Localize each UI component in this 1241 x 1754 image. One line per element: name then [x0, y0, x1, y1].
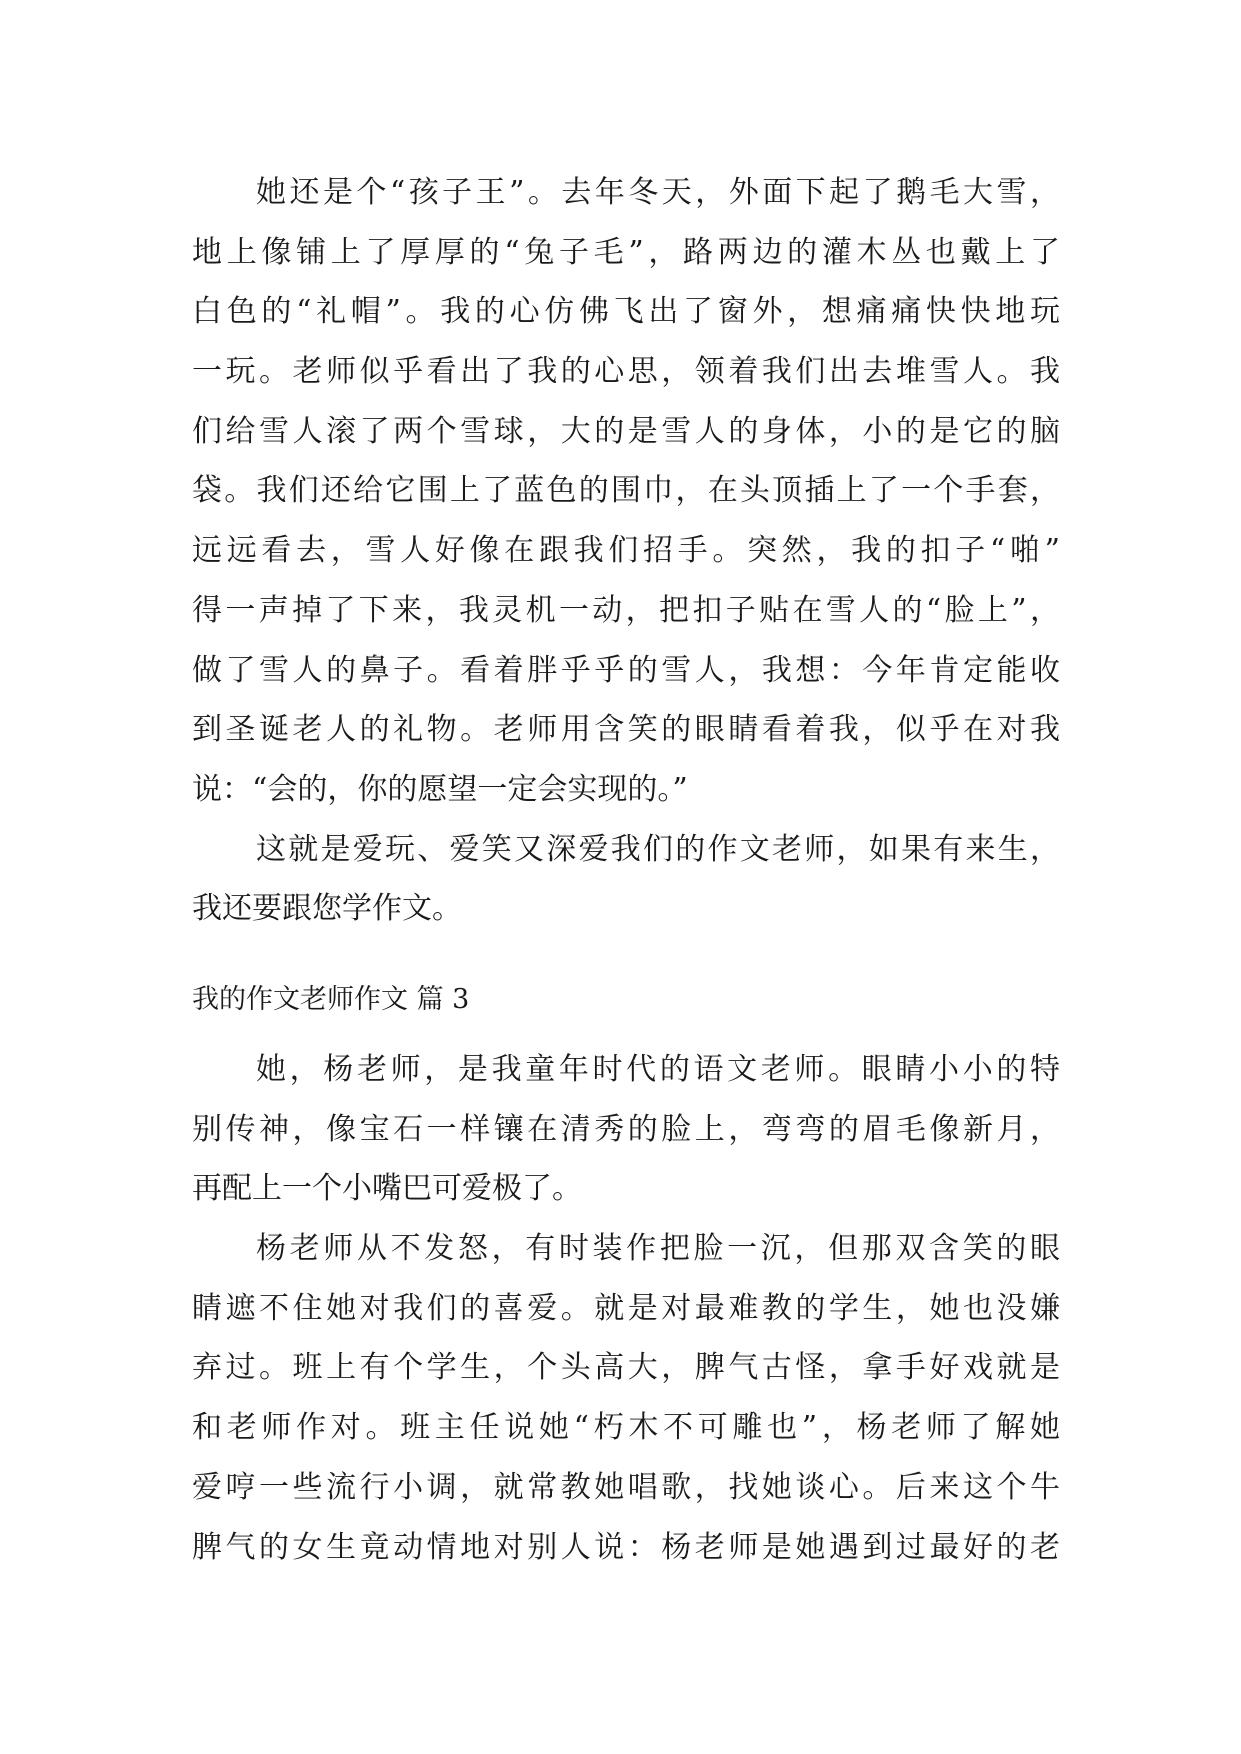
paragraph-line: 杨老师从不发怒，有时装作把脸一沉，但那双含笑的眼	[256, 1231, 1060, 1267]
paragraph-line: 我还要跟您学作文。	[192, 891, 462, 927]
paragraph-line: 弃过。班上有个学生，个头高大，脾气古怪，拿手好戏就是	[192, 1350, 1060, 1386]
paragraph-line: 做了雪人的鼻子。看着胖乎乎的雪人，我想：今年肯定能收	[192, 652, 1060, 688]
essay-body-bottom	[192, 1040, 1060, 1577]
paragraph-line: 地上像铺上了厚厚的“兔子毛”，路两边的灌木丛也戴上了	[192, 234, 1060, 270]
paragraph-line: 一玩。老师似乎看出了我的心思，领着我们出去堆雪人。我	[192, 354, 1060, 390]
paragraph-line: 和老师作对。班主任说她“朽木不可雕也”，杨老师了解她	[192, 1410, 1060, 1446]
paragraph-line: 说：“会的，你的愿望一定会实现的。”	[192, 771, 688, 807]
paragraph-line: 爱哼一些流行小调，就常教她唱歌，找她谈心。后来这个牛	[192, 1469, 1060, 1505]
paragraph-line: 远远看去，雪人好像在跟我们招手。突然，我的扣子“啪”	[192, 533, 1060, 569]
section-heading: 我的作文老师作文 篇 3	[192, 984, 470, 1015]
paragraph-line: 再配上一个小嘴巴可爱极了。	[192, 1171, 582, 1207]
paragraph-line: 们给雪人滚了两个雪球，大的是雪人的身体，小的是它的脑	[192, 413, 1060, 449]
paragraph-line: 袋。我们还给它围上了蓝色的围巾，在头顶插上了一个手套，	[192, 473, 1060, 509]
paragraph-line: 她还是个“孩子王”。去年冬天，外面下起了鹅毛大雪，	[256, 175, 1060, 210]
paragraph-line: 别传神，像宝石一样镶在清秀的脸上，弯弯的眉毛像新月，	[192, 1111, 1060, 1147]
paragraph-line: 得一声掉了下来，我灵机一动，把扣子贴在雪人的“脸上”，	[192, 592, 1060, 628]
paragraph-line: 这就是爱玩、爱笑又深爱我们的作文老师，如果有来生，	[256, 831, 1060, 867]
paragraph-line: 到圣诞老人的礼物。老师用含笑的眼睛看着我，似乎在对我	[192, 712, 1060, 748]
paragraph-line: 白色的“礼帽”。我的心仿佛飞出了窗外，想痛痛快快地玩	[192, 294, 1060, 330]
essay-body-top	[192, 163, 1060, 939]
paragraph-line: 她，杨老师，是我童年时代的语文老师。眼睛小小的特	[256, 1052, 1060, 1087]
paragraph-line: 睛遮不住她对我们的喜爱。就是对最难教的学生，她也没嫌	[192, 1290, 1060, 1326]
paragraph-line: 脾气的女生竟动情地对别人说：杨老师是她遇到过最好的老	[192, 1529, 1060, 1565]
